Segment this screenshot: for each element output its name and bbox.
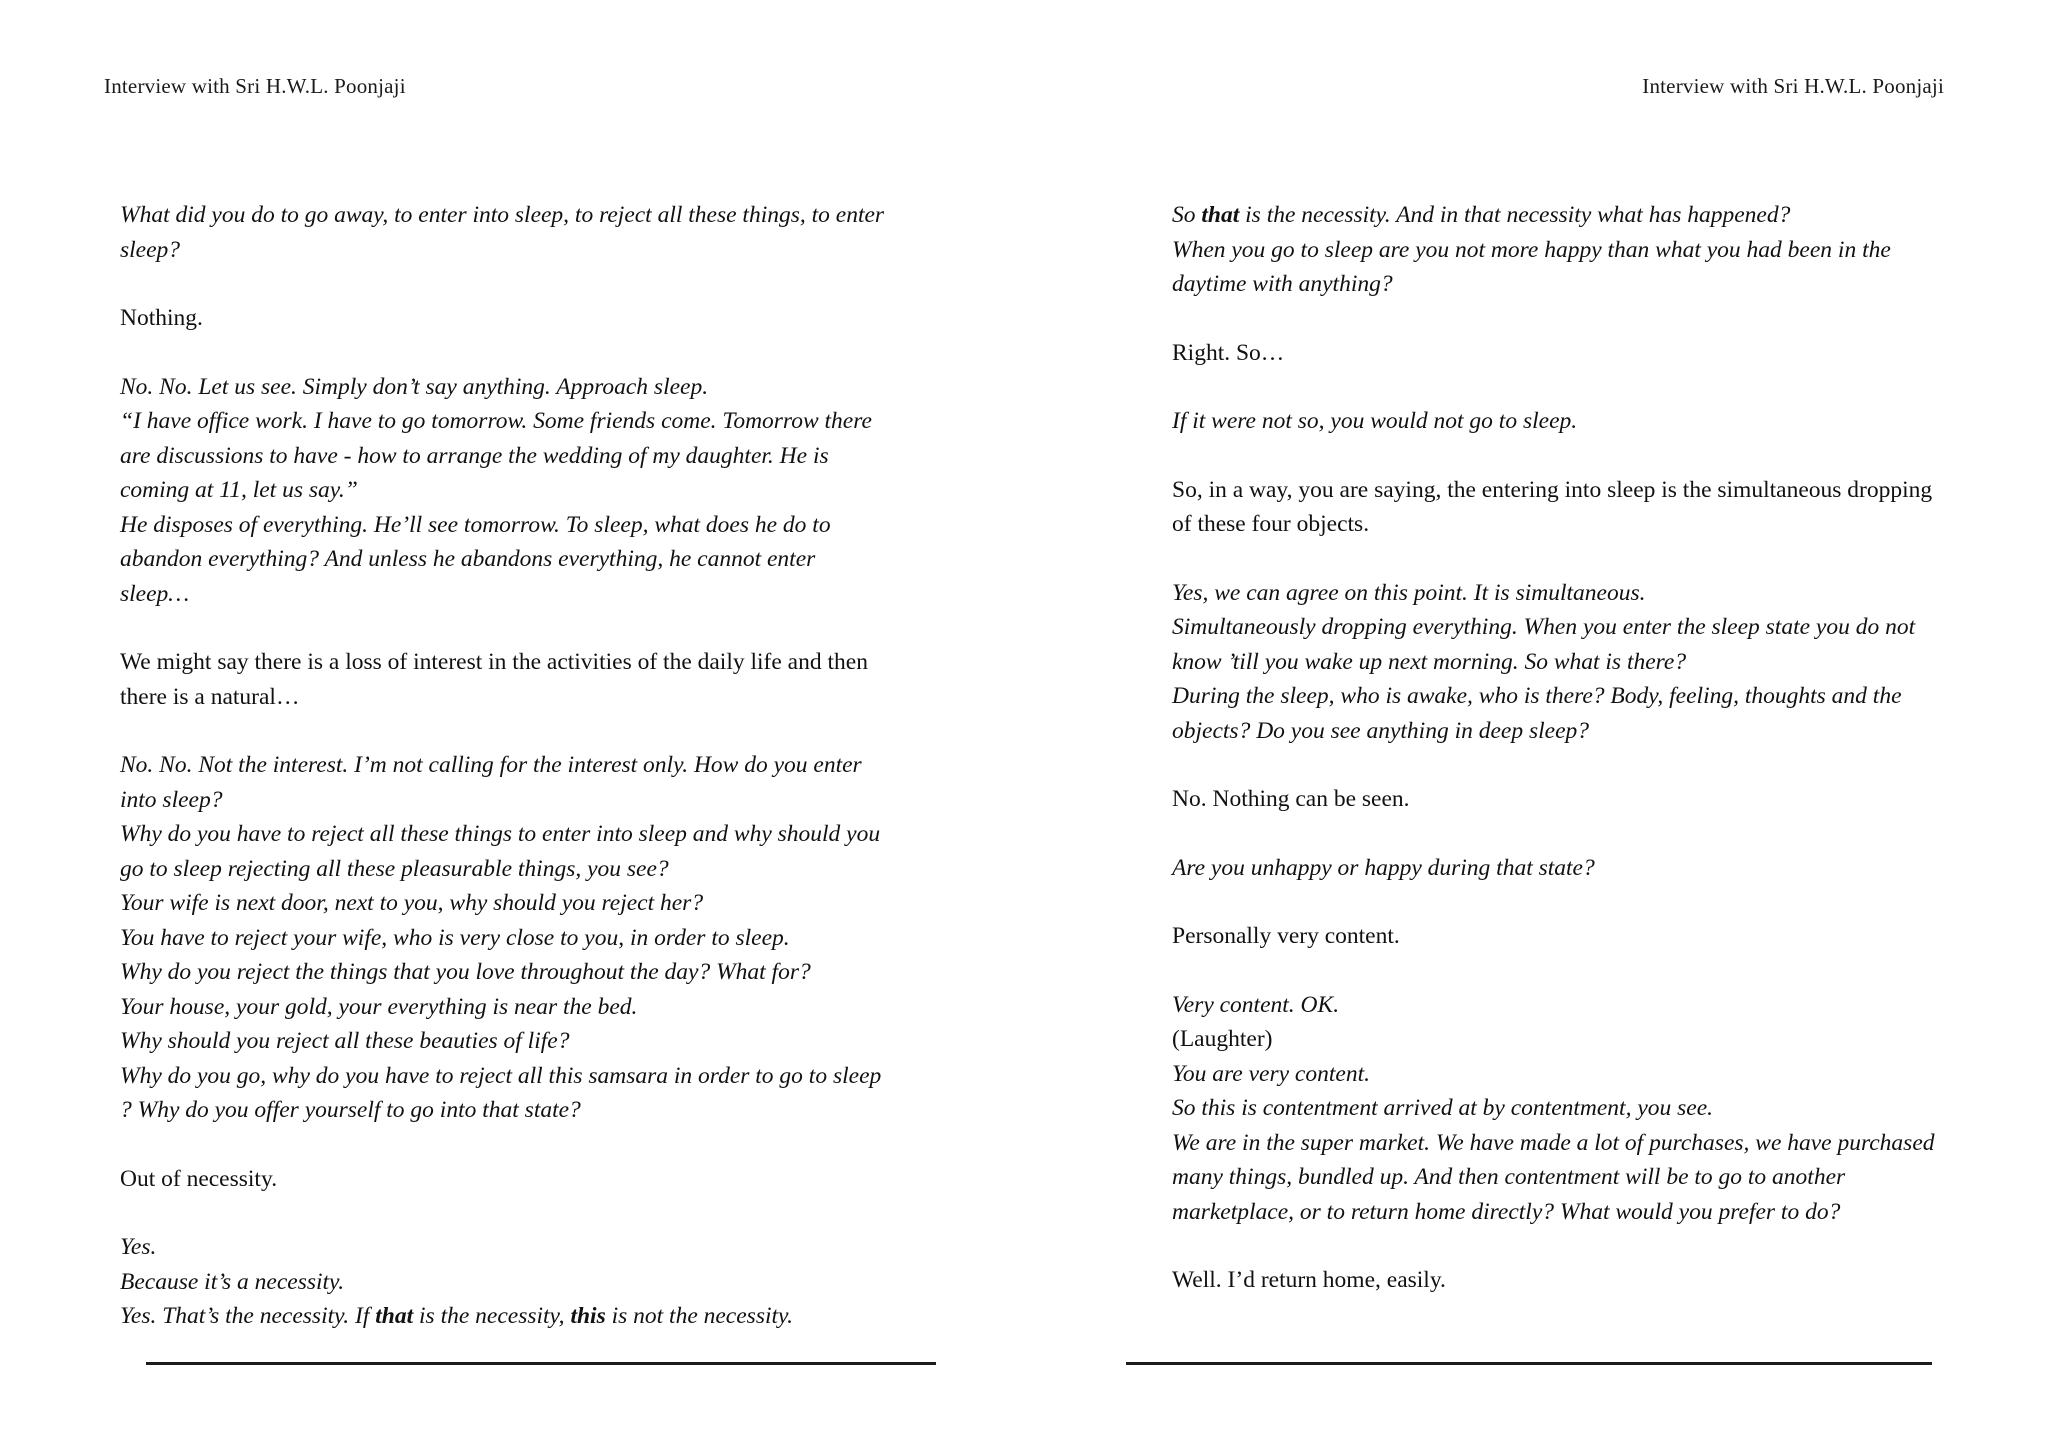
paragraph xyxy=(1172,919,1952,954)
paragraph xyxy=(1172,782,1952,817)
text-line: Why do you reject the things that you love throughout the day? What for? xyxy=(120,959,811,985)
text-line: Yes, we can agree on this point. It is simultaneous. xyxy=(1172,579,1646,606)
text-line: We might say there is a loss of interest in the activities of the daily life and then there is a natural… xyxy=(120,649,868,710)
text-line: Yes. xyxy=(120,1234,157,1260)
text-column-left xyxy=(120,198,888,1334)
text-line: No. No. Let us see. Simply don’t say anything. Approach sleep. xyxy=(120,373,709,400)
text-line: Are you unhappy or happy during that state? xyxy=(1172,854,1595,881)
paragraph xyxy=(1172,198,1952,302)
text-line: Why do you have to reject all these things to enter into sleep and why should you go to sleep rejecting all these pleasurable things, you see? xyxy=(120,821,881,882)
text-line: Well. I’d return home, easily. xyxy=(1172,1267,1446,1293)
text-line: Yes. That’s the necessity. If that is the necessity, this is not the necessity. xyxy=(120,1303,794,1329)
text-line: Because it’s a necessity. xyxy=(120,1268,345,1295)
text-line: Why do you go, why do you have to reject all this samsara in order to go to sleep ? Why do you offer yourself to go into that state? xyxy=(120,1062,882,1123)
paragraph xyxy=(120,301,888,336)
paragraph xyxy=(1172,404,1952,439)
paragraph xyxy=(1172,576,1952,749)
paragraph xyxy=(1172,1263,1952,1298)
paragraph xyxy=(120,370,888,612)
text-line: What did you do to go away, to enter into sleep, to reject all these things, to enter sleep? xyxy=(120,202,885,263)
paragraph xyxy=(120,645,888,714)
text-column-right xyxy=(1172,198,1952,1298)
paragraph xyxy=(120,1230,888,1334)
paragraph xyxy=(120,1162,888,1197)
text-line: Simultaneously dropping everything. When you enter the sleep state you do not know ’till you wake up next morning. So what is there? xyxy=(1172,614,1916,675)
paragraph xyxy=(1172,336,1952,371)
text-line: During the sleep, who is awake, who is there? Body, feeling, thoughts and the objects? Do you see anything in deep sleep? xyxy=(1172,683,1902,744)
running-head-left: Interview with Sri H.W.L. Poonjaji xyxy=(104,74,406,98)
text-line: You are very content. xyxy=(1172,1060,1370,1087)
paragraph xyxy=(1172,988,1952,1230)
running-head-right: Interview with Sri H.W.L. Poonjaji xyxy=(1642,74,1944,98)
text-line: Nothing. xyxy=(120,305,203,331)
paragraph xyxy=(1172,851,1952,886)
footer-rule-right xyxy=(1126,1362,1932,1365)
text-line: No. Nothing can be seen. xyxy=(1172,786,1410,812)
text-line: Right. So… xyxy=(1172,339,1285,366)
text-line: He disposes of everything. He’ll see tomorrow. To sleep, what does he do to abandon everything? And unless he abandons everything, he cannot enter sleep… xyxy=(120,511,831,607)
text-line: “I have office work. I have to go tomorrow. Some friends come. Tomorrow there are discussions to have - how to arrange the wedding of my daughter. He is coming at 11, let us say.” xyxy=(120,408,872,503)
footer-rule-left xyxy=(146,1362,936,1365)
text-line: Out of necessity. xyxy=(120,1165,278,1192)
text-line: Why should you reject all these beauties of life? xyxy=(120,1028,570,1054)
text-line: Your wife is next door, next to you, why should you reject her? xyxy=(120,890,704,916)
text-line: If it were not so, you would not go to sleep. xyxy=(1172,408,1578,434)
text-line: Your house, your gold, your everything is near the bed. xyxy=(120,993,638,1020)
text-line: You have to reject your wife, who is very close to you, in order to sleep. xyxy=(120,924,790,951)
text-line: So this is contentment arrived at by contentment, you see. xyxy=(1172,1095,1714,1121)
text-line: Very content. OK. xyxy=(1172,991,1340,1018)
text-line: Personally very content. xyxy=(1172,923,1400,949)
text-line: (Laughter) xyxy=(1172,1026,1273,1052)
paragraph xyxy=(120,748,888,1128)
paragraph xyxy=(120,198,888,267)
text-line: When you go to sleep are you not more happy than what you had been in the daytime with anything? xyxy=(1172,236,1891,297)
text-line: So, in a way, you are saying, the entering into sleep is the simultaneous dropping of these four objects. xyxy=(1172,476,1933,537)
text-line: We are in the super market. We have made a lot of purchases, we have purchased many things, bundled up. And then contentment will be to go to another marketplace, or to return home directly? What would you prefer to do? xyxy=(1172,1129,1935,1225)
paragraph xyxy=(1172,473,1952,542)
page-right xyxy=(1024,0,2048,1447)
text-line: No. No. Not the interest. I’m not calling for the interest only. How do you enter into sleep? xyxy=(120,752,862,813)
text-line: So that is the necessity. And in that necessity what has happened? xyxy=(1172,202,1791,228)
